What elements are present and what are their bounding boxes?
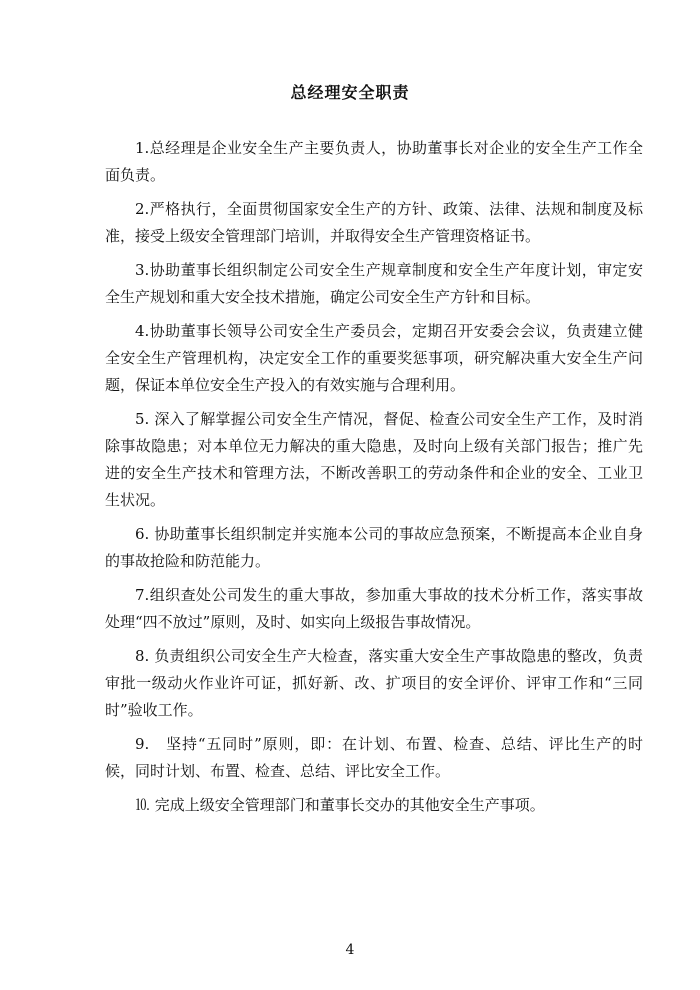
page-number: 4 — [345, 942, 355, 958]
page-title: 总经理安全职责 — [290, 83, 410, 102]
paragraph-5: 5. 深入了解掌握公司安全生产情况，督促、检查公司安全生产工作，及时消除事故隐患；对本单位无力解决的重大隐患，及时向上级有关部门报告；推广先进的安全生产技术和管理方法，不断改善职工的劳动条件和企业的安全、工业卫生状况。 — [105, 410, 643, 509]
paragraph-4: 4.协助董事长领导公司安全生产委员会，定期召开安委会会议，负责建立健全安全生产管理机构，决定安全工作的重要奖惩事项，研究解决重大安全生产问题，保证本单位安全生产投入的有效实施与合理利用。 — [105, 322, 643, 394]
paragraph-2: 2.严格执行，全面贯彻国家安全生产的方针、政策、法律、法规和制度及标准，接受上级安全管理部门培训，并取得安全生产管理资格证书。 — [105, 200, 643, 245]
paragraph-10: ⒑ 完成上级安全管理部门和董事长交办的其他安全生产事项。 — [135, 796, 545, 814]
paragraph-9: 9. 坚持“五同时”原则，即：在计划、布置、检查、总结、评比生产的时候，同时计划、布置、检查、总结、评比安全工作。 — [105, 735, 643, 780]
paragraph-3: 3.协助董事长组织制定公司安全生产规章制度和安全生产年度计划，审定安全生产规划和重大安全技术措施，确定公司安全生产方针和目标。 — [105, 261, 643, 306]
document-body — [105, 135, 643, 826]
paragraph-1: 1.总经理是企业安全生产主要负责人，协助董事长对企业的安全生产工作全面负责。 — [105, 139, 643, 184]
paragraph-6: 6. 协助董事长组织制定并实施本公司的事故应急预案，不断提高本企业自身的事故抢险和防范能力。 — [105, 525, 643, 570]
paragraph-7: 7.组织查处公司发生的重大事故，参加重大事故的技术分析工作，落实事故处理“四不放过”原则，及时、如实向上级报告事故情况。 — [105, 586, 643, 631]
paragraph-8: 8. 负责组织公司安全生产大检查，落实重大安全生产事故隐患的整改，负责审批一级动火作业许可证，抓好新、改、扩项目的安全评价、评审工作和“三同时”验收工作。 — [105, 647, 643, 719]
